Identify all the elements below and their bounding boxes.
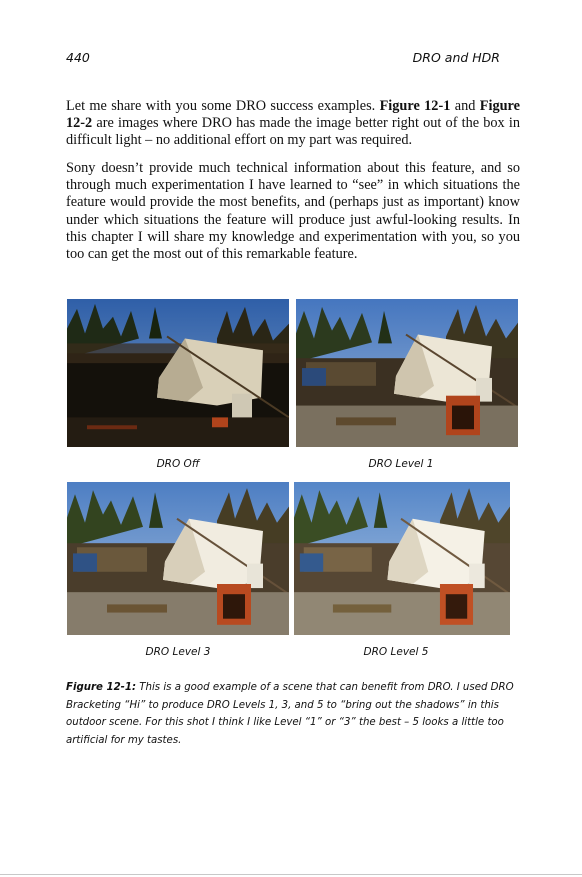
- photo-dro-level-1: [296, 299, 518, 447]
- chapter-title: DRO and HDR: [412, 50, 500, 65]
- tent-scene-image: [67, 299, 289, 447]
- page-number: 440: [66, 50, 90, 65]
- tent-scene-image: [296, 299, 518, 447]
- intro-paragraph: [66, 98, 520, 150]
- photo-dro-off: [67, 299, 289, 447]
- running-header: [66, 50, 500, 68]
- photo-dro-level-3: [67, 482, 289, 635]
- photo-caption: DRO Level 3: [145, 646, 211, 658]
- figure-caption-text: This is a good example of a scene that can benefit from DRO. I used DRO Bracketing “Hi” to produce DRO Levels 1, 3, and 5 to “bring out the shadows” in this outdoor scene. For this shot I think I like Level “1” or “3” the best – 5 looks a little too artificial for my tastes.: [66, 682, 514, 746]
- tent-scene-image: [294, 482, 510, 635]
- photo-dro-level-5: [294, 482, 510, 635]
- figure-ref: Figure 12-2: [66, 98, 520, 132]
- page-edge-divider: [0, 874, 582, 875]
- figure-label: Figure 12-1:: [66, 682, 137, 693]
- text-run: are images where DRO has made the image better right out of the box in difficult light – no additional effort on my part was required.: [66, 115, 520, 149]
- text-run: and: [450, 98, 480, 114]
- photo-caption: DRO Level 5: [363, 646, 429, 658]
- figure-caption: [66, 679, 526, 749]
- photo-caption: DRO Level 1: [368, 458, 434, 470]
- text-run: Let me share with you some DRO success examples.: [66, 98, 380, 114]
- body-paragraph: Sony doesn’t provide much technical information about this feature, and so through much experimentation I have learned to “see” in which situations the feature would provide the most benefits, and (perhaps just as important) know under which situations the feature will produce just awful-looking results. In this chapter I will share my knowledge and experimentation with you, so you too can get the most out of this remarkable feature.: [66, 160, 520, 263]
- figure-ref: Figure 12-1: [379, 98, 451, 114]
- photo-caption: DRO Off: [156, 458, 200, 470]
- tent-scene-image: [67, 482, 289, 635]
